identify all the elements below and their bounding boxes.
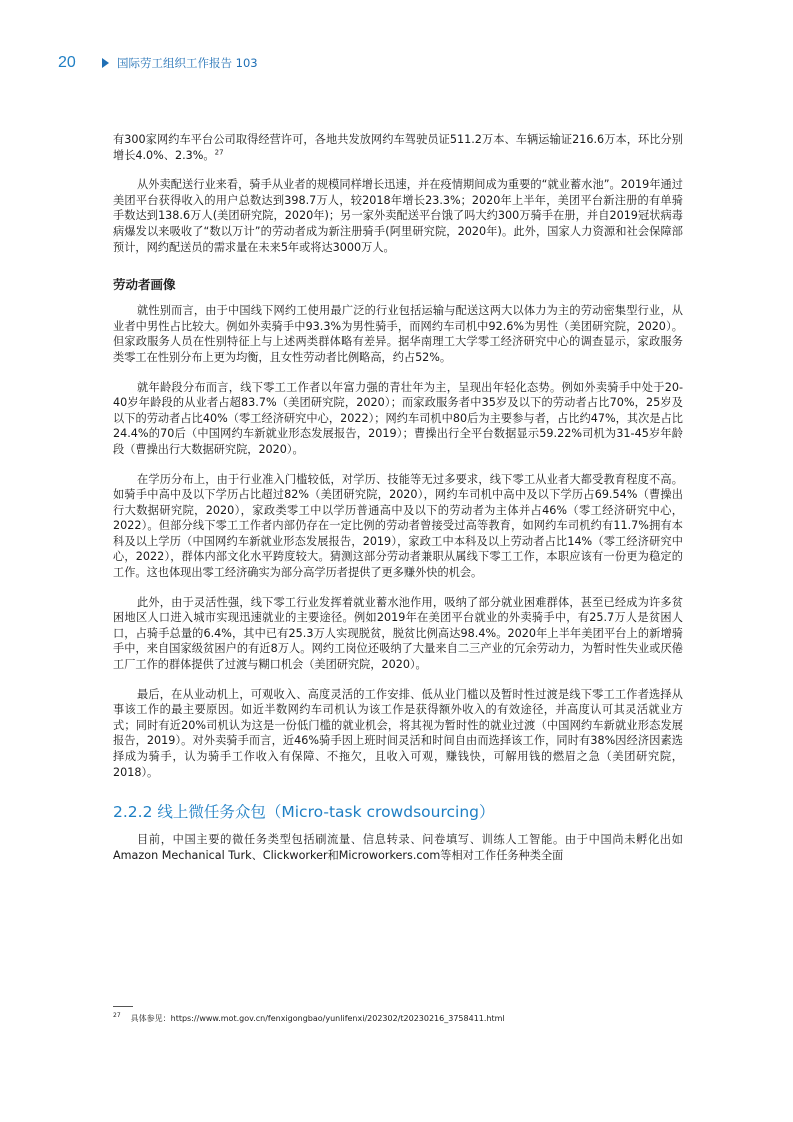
paragraph-education: 在学历分布上，由于行业准入门槛较低，对学历、技能等无过多要求，线下零工从业者大都受教育程度不高。如骑手中高中及以下学历占比超过82%（美团研究院，2020），网约车司机中高中及以下学历占69.54%（曹操出行大数据研究院，2020），家政类零工中以学历普通高中及以下的劳动者为主体并占46%（零工经济研究中心，2022）。但部分线下零工工作者内部仍存在一定比例的劳动者曾接受过高等教育，如网约车司机约有11.7%拥有本科及以上学历（中国网约车新就业形态发展报告，2019），家政工中本科及以上劳动者占比14%（零工经济研究中心，2022），群体内部文化水平跨度较大。猜测这部分劳动者兼职从属线下零工工作，本职应该有一份更为稳定的工作。这也体现出零工经济确实为部分高学历者提供了更多赚外快的机会。 — [113, 472, 683, 580]
footnote-ref[interactable]: 27 — [214, 147, 224, 156]
paragraph-micro-task: 目前，中国主要的微任务类型包括刷流量、信息转录、问卷填写、训练人工智能。由于中国尚未孵化出如Amazon Mechanical Turk、Clickworker和Microworkers.com等相对工作任务种类全面 — [113, 833, 683, 862]
page-body — [113, 132, 683, 863]
page-number: 20 — [58, 54, 76, 71]
subheading-worker-profile: 劳动者画像 — [113, 277, 176, 293]
footnote-divider — [113, 1006, 133, 1007]
section-title: 2.2.2 线上微任务众包（Micro-task crowdsourcing） — [113, 803, 495, 822]
report-title: 国际劳工组织工作报告 103 — [117, 56, 258, 70]
paragraph-1 — [113, 132, 683, 163]
triangle-arrow-icon — [102, 58, 109, 68]
page-header — [58, 52, 258, 74]
footnote — [113, 1013, 505, 1024]
paragraph-motivation: 最后，在从业动机上，可观收入、高度灵活的工作安排、低从业门槛以及暂时性过渡是线下零工工作者选择从事该工作的最主要原因。如近半数网约车司机认为该工作是获得额外收入的有效途径，并高度认可其灵活就业方式；同时有近20%司机认为这是一份低门槛的就业机会，将其视为暂时性的就业过渡（中国网约车新就业形态发展报告，2019）。对外卖骑手而言，近46%骑手因上班时间灵活和时间自由而选择该工作，同时有38%因经济因素选择成为骑手，认为骑手工作收入有保障、不拖欠，且收入可观，赚钱快，可解用钱的燃眉之急（美团研究院，2018）。 — [113, 687, 683, 779]
paragraph-age: 就年龄段分布而言，线下零工工作者以年富力强的青壮年为主，呈现出年轻化态势。例如外卖骑手中处于20-40岁年龄段的从业者占超83.7%（美团研究院，2020）；而家政服务者中35岁及以下的劳动者占比70%，25岁及以下的劳动者占比40%（零工经济研究中心，2022）；网约车司机中80后为主要参与者，占比约47%，其次是占比24.4%的70后（中国网约车新就业形态发展报告，2019）；曹操出行全平台数据显示59.22%司机为31-45岁年龄段（曹操出行大数据研究院，2020）。 — [113, 380, 683, 456]
paragraph-gender: 就性别而言，由于中国线下网约工使用最广泛的行业包括运输与配送这两大以体力为主的劳动密集型行业，从业者中男性占比较大。例如外卖骑手中93.3%为男性骑手，而网约车司机中92.6%为男性（美团研究院，2020）。但家政服务人员在性别特征上与上述两类群体略有差异。据华南理工大学零工经济研究中心的调查显示，家政服务类零工在性别分布上更为均衡，且女性劳动者比例略高，约占52%。 — [113, 304, 683, 364]
paragraph-2: 从外卖配送行业来看，骑手从业者的规模同样增长迅速，并在疫情期间成为重要的“就业蓄水池”。2019年通过美团平台获得收入的用户总数达到398.7万人，较2018年增长23.3%；2020年上半年，美团平台新注册的有单骑手数达到138.6万人(美团研究院，2020年)；另一家外卖配送平台饿了吗大约300万骑手在册，并自2019冠状病毒病爆发以来吸收了“数以万计”的劳动者成为新注册骑手(阿里研究院，2020年)。此外，国家人力资源和社会保障部预计，网约配送员的需求量在未来5年或将达3000万人。 — [113, 178, 683, 254]
paragraph-1-text: 有300家网约车平台公司取得经营许可，各地共发放网约车驾驶员证511.2万本、车辆运输证216.6万本，环比分别增长4.0%、2.3%。 — [113, 133, 683, 162]
paragraph-flexibility: 此外，由于灵活性强，线下零工行业发挥着就业蓄水池作用，吸纳了部分就业困难群体，甚至已经成为许多贫困地区人口进入城市实现迅速就业的主要途径。例如2019年在美团平台就业的外卖骑手中，有25.7万人是贫困人口，占骑手总量的6.4%，其中已有25.3万人实现脱贫，脱贫比例高达98.4%。2020年上半年美团平台上的新增骑手中，来自国家级贫困户的有近8万人。网约工岗位还吸纳了大量来自二三产业的冗余劳动力，为暂时性失业或厌倦工厂工作的群体提供了过渡与糊口机会（美团研究院，2020）。 — [113, 595, 683, 672]
footnote-number: 27 — [113, 1012, 121, 1020]
footnote-text[interactable]: 具体参见：https://www.mot.gov.cn/fenxigongbao/yunlifenxi/202302/t20230216_3758411.html — [130, 1014, 505, 1023]
